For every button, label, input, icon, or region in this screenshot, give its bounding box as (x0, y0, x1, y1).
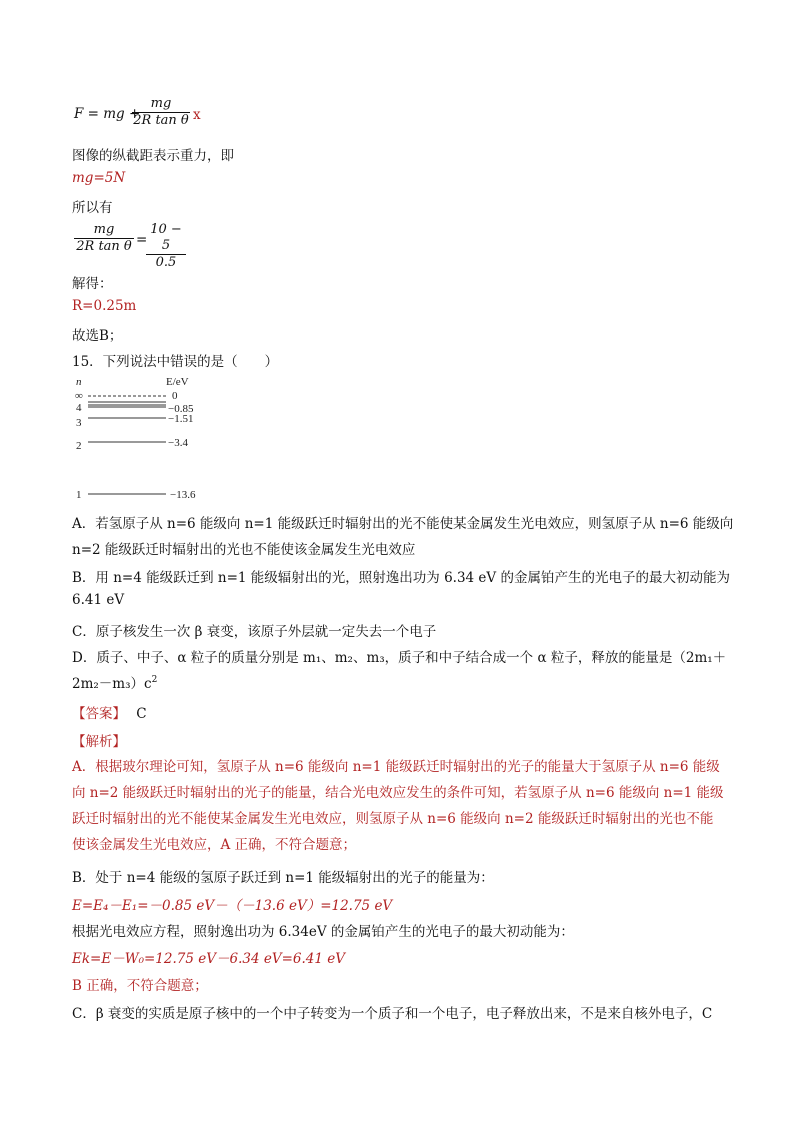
level-n-2: 2 (76, 440, 82, 452)
level-e-inf: 0 (172, 390, 178, 402)
fraction-denominator: 2R tan θ (133, 113, 189, 128)
ratio-left: mg 2R tan θ (74, 222, 134, 255)
formula-fraction (132, 96, 190, 129)
answer-row (72, 702, 147, 722)
option-c: C．原子核发生一次 β 衰变，该原子外层就一定失去一个电子 (72, 624, 437, 640)
level-n-3: 3 (76, 417, 82, 429)
level-e-4: −0.85 (168, 403, 194, 415)
formula-lhs: F = mg + (74, 106, 141, 122)
option-d-line2: $2m_2-m_3)c^2$ (72, 675, 158, 692)
level-e-1: −13.6 (170, 489, 196, 501)
analysis-c: C．β 衰变的实质是原子核中的一个中子转变为一个质子和一个电子，电子释放出来，不是来自核外电子，C (72, 1006, 713, 1022)
analysis-b-mid: 根据光电效应方程，照射逸出功为 6.34eV 的金属铂产生的光电子的最大初动能为： (72, 924, 574, 940)
analysis-b-eq2: Ek=E－W₀=12.75 eV－6.34 eV=6.41 eV (72, 951, 345, 967)
analysis-b-end: B 正确，不符合题意； (72, 978, 208, 994)
analysis-b-intro: B．处于 n=4 能级的氢原子跃迁到 n=1 能级辐射出的光子的能量为： (72, 870, 494, 886)
level-n-1: 1 (76, 489, 82, 501)
text-intercept: 图像的纵截距表示重力，即 (72, 148, 234, 164)
analysis-b-eq1: E=E₄－E₁=－0.85 eV－（－13.6 eV）=12.75 eV (72, 898, 393, 914)
level-n-4: 4 (76, 402, 82, 414)
text-choose: 故选B； (72, 328, 123, 344)
answer-label: 【答案】 (72, 706, 126, 722)
level-e-2: −3.4 (168, 437, 188, 449)
diagram-n-header: n (76, 376, 82, 388)
text-so: 所以有 (72, 200, 113, 216)
answer-value: C (136, 706, 147, 722)
question-15: 15．下列说法中错误的是（ ） (72, 354, 279, 370)
r-value: R=0.25m (72, 298, 137, 314)
formula-x: x (193, 107, 201, 123)
text-solve: 解得： (72, 276, 113, 292)
mg-value: mg=5N (72, 170, 126, 186)
option-a-line2: n=2 能级跃迁时辐射出的光也不能使该金属发生光电效应 (72, 542, 416, 558)
level-n-inf: ∞ (75, 390, 83, 402)
analysis-label: 【解析】 (72, 734, 126, 750)
diagram-e-header: E/eV (166, 376, 189, 388)
fraction-numerator: mg (150, 96, 172, 111)
option-a-line1: A．若氢原子从 n=6 能级向 n=1 能级跃迁时辐射出的光不能使某金属发生光电效应，则氢原子从 n=6 能级向 (72, 516, 734, 532)
energy-level-diagram (70, 376, 220, 502)
option-b-line2: 6.41 eV (72, 592, 125, 608)
level-e-3: −1.51 (168, 413, 194, 425)
option-b-line1: B．用 n=4 能级跃迁到 n=1 能级辐射出的光，照射逸出功为 6.34 eV 的金属铂产生的光电子的最大初动能为 (72, 570, 730, 586)
ratio-right: 10 − 5 0.5 (146, 222, 186, 271)
option-d-line1: D．质子、中子、α 粒子的质量分别是 m₁、m₂、m₃，质子和中子结合成一个 α 粒子，释放的能量是（2m₁＋ (72, 650, 727, 666)
analysis-a: A．根据玻尔理论可知，氢原子从 n=6 能级向 n=1 能级跃迁时辐射出的光子的能量大于氢原子从 n=6 能级向 n=2 能级跃迁时辐射出的光子的能量，结合光电效应发生的条件可知，若氢原子从 n=6 能级向 n=1 能级跃迁时辐射出的光不能使某金属发生光电效应，则氢原子从 n=6 能级向 n=2 能级跃迁时辐射出的光也不能使该金属发生光电效应，A 正确，不符合题意； (72, 759, 724, 853)
